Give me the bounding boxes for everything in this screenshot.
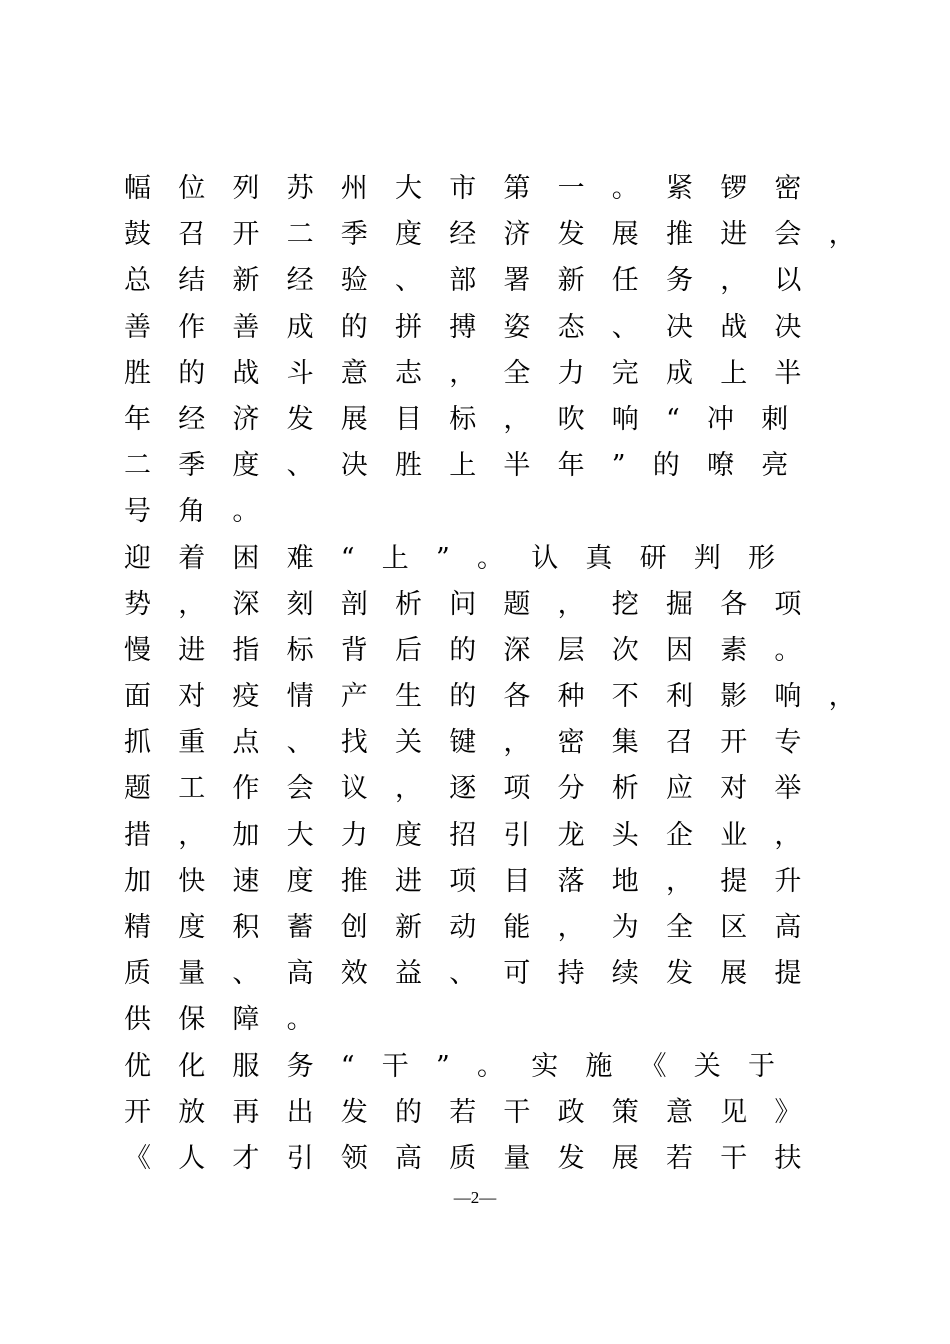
text-line: 迎着困难“上”。认真研判形 (124, 542, 803, 574)
text-line: 抓重点、找关键，密集召开专 (124, 727, 829, 759)
text-line: 面对疫情产生的各种不利影响， (124, 681, 883, 713)
text-line: 慢进指标背后的深层次因素。 (124, 634, 829, 666)
text-line: 题工作会议，逐项分析应对举 (124, 773, 829, 805)
text-line: 年经济发展目标，吹响“冲刺 (124, 403, 816, 435)
text-line: 胜的战斗意志，全力完成上半 (124, 357, 829, 389)
text-line: 势，深刻剖析问题，挖掘各项 (124, 588, 829, 620)
text-line: 善作善成的拼搏姿态、决战决 (124, 311, 829, 343)
text-line: 优化服务“干”。实施《关于 (124, 1050, 803, 1082)
text-line: 开放再出发的若干政策意见》 (124, 1096, 829, 1128)
text-line: 总结新经验、部署新任务，以 (124, 265, 829, 297)
text-line: 供保障。 (124, 1004, 341, 1036)
text-line: 鼓召开二季度经济发展推进会， (124, 219, 883, 251)
text-line: 号角。 (124, 496, 287, 528)
text-line: 质量、高效益、可持续发展提 (124, 958, 829, 990)
text-line: 精度积蓄创新动能，为全区高 (124, 912, 829, 943)
text-line: 措，加大力度招引龙头企业， (124, 819, 829, 851)
text-line: 二季度、决胜上半年”的嘹亮 (124, 450, 816, 482)
text-line: 加快速度推进项目落地，提升 (124, 865, 829, 897)
document-body (124, 166, 883, 1182)
text-line: 幅位列苏州大市第一。紧锣密 (124, 173, 829, 204)
text-line: 《人才引领高质量发展若干扶 (124, 1142, 829, 1174)
page-number: —2— (453, 1188, 497, 1207)
